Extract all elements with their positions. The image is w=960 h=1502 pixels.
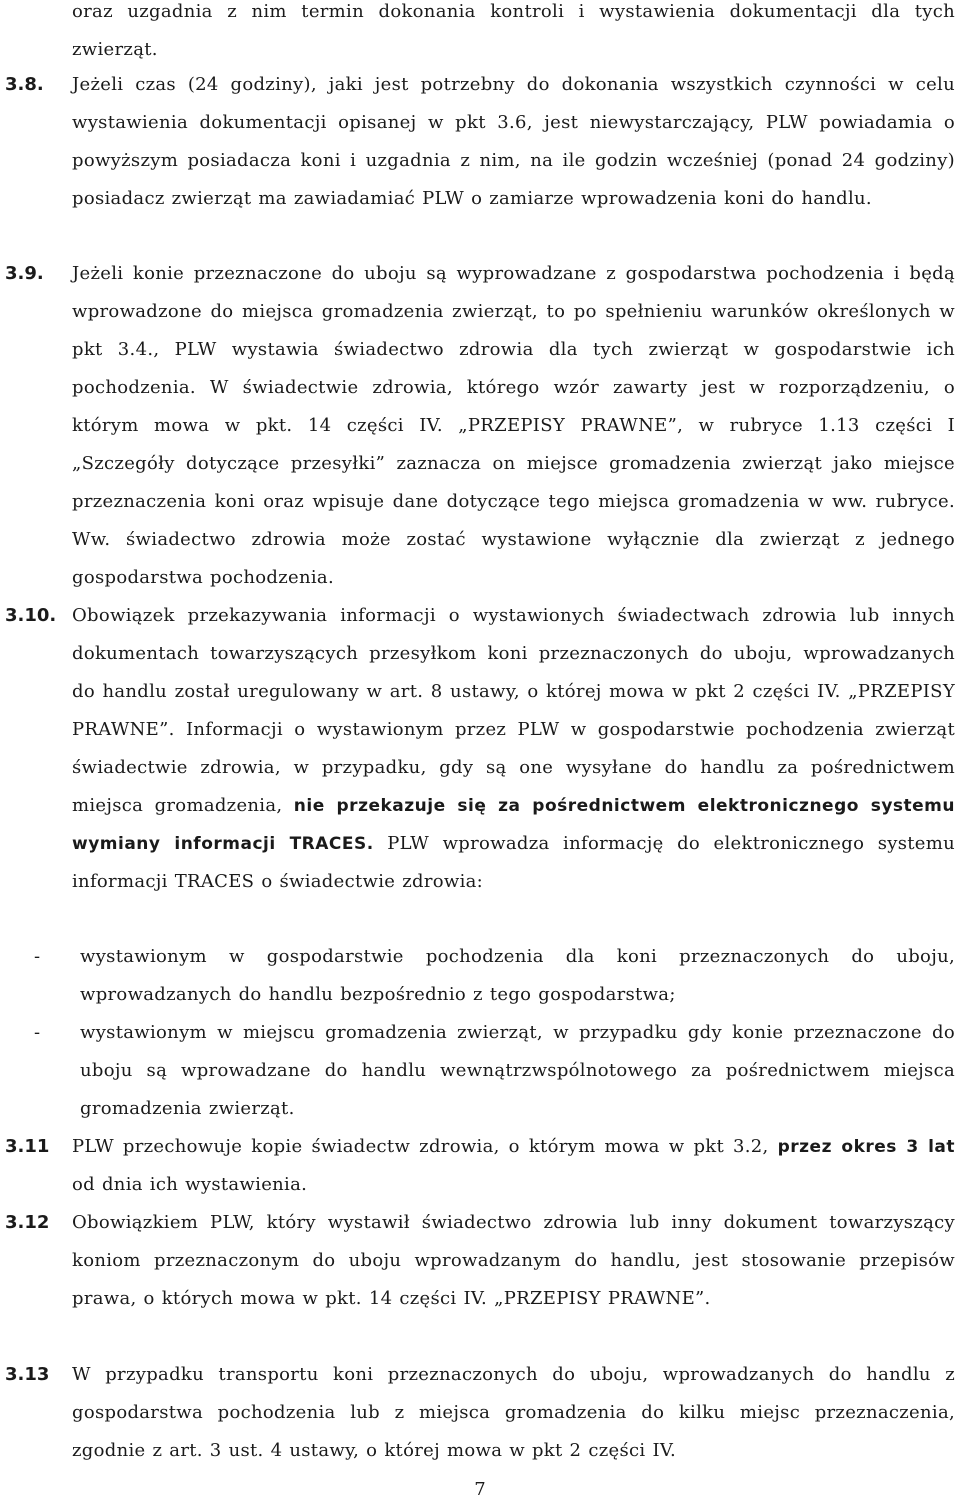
page-number: 7 — [474, 1479, 486, 1500]
section-text-part: Obowiązek przekazywania informacji o wystawionych świadectwach zdrowia lub innych dokumentach towarzyszących przesyłkom koni przeznaczonych do uboju, wprowadzanych do handlu został uregulowany w art. 8 ustawy, o której mowa w pkt 2 części IV. „PRZEPISY PRAWNE”. Informacji o wystawionym przez PLW w gospodarstwie pochodzenia zwierząt świadectwie zdrowia, w przypadku, gdy są one wysyłane do handlu za pośrednictwem miejsca gromadzenia, — [72, 605, 955, 816]
section-number: 3.13 — [5, 1364, 50, 1385]
section-number: 3.10. — [5, 605, 57, 626]
bullet-text: wystawionym w gospodarstwie pochodzenia dla koni przeznaczonych do uboju, wprowadzanych do handlu bezpośrednio z tego gospodarstwa; — [80, 946, 955, 1005]
intro-text: oraz uzgadnia z nim termin dokonania kontroli i wystawienia dokumentacji dla tych zwierząt. — [72, 1, 955, 60]
section-number: 3.12 — [5, 1212, 50, 1233]
section-text: Jeżeli czas (24 godziny), jaki jest potrzebny do dokonania wszystkich czynności w celu wystawienia dokumentacji opisanej w pkt 3.6, jest niewystarczający, PLW powiadamia o powyższym posiadacza koni i uzgadnia z nim, na ile godzin wcześniej (ponad 24 godziny) posiadacz zwierząt ma zawiadamiać PLW o zamiarze wprowadzenia koni do handlu. — [72, 74, 955, 209]
section-text-bold: nie przekazuje się za pośrednictwem elektronicznego systemu wymiany informacji TRACES. — [72, 796, 955, 854]
section-text: W przypadku transportu koni przeznaczonych do uboju, wprowadzanych do handlu z gospodarstwa pochodzenia lub z miejsca gromadzenia do kilku miejsc przeznaczenia, zgodnie z art. 3 ust. 4 ustawy, o której mowa w pkt 2 części IV. — [72, 1364, 955, 1461]
section-number: 3.9. — [5, 263, 44, 284]
bullet-text: wystawionym w miejscu gromadzenia zwierząt, w przypadku gdy konie przeznaczone do uboju są wprowadzane do handlu wewnątrzwspólnotowego za pośrednictwem miejsca gromadzenia zwierząt. — [80, 1022, 955, 1119]
section-text — [72, 1128, 955, 1204]
section-text-part: PLW przechowuje kopie świadectw zdrowia, o którym mowa w pkt 3.2, — [72, 1136, 778, 1157]
section-text — [72, 597, 955, 901]
bullet-dash: - — [34, 946, 41, 967]
section-text-bold: przez okres 3 lat — [777, 1137, 955, 1157]
section-number: 3.8. — [5, 74, 44, 95]
section-text-part: od dnia ich wystawienia. — [72, 1174, 308, 1195]
section-number: 3.11 — [5, 1136, 50, 1157]
section-text: Jeżeli konie przeznaczone do uboju są wyprowadzane z gospodarstwa pochodzenia i będą wprowadzone do miejsca gromadzenia zwierząt, to po spełnieniu warunków określonych w pkt 3.4., PLW wystawia świadectwo zdrowia dla tych zwierząt w gospodarstwie ich pochodzenia. W świadectwie zdrowia, którego wzór zawarty jest w rozporządzeniu, o którym mowa w pkt. 14 części IV. „PRZEPISY PRAWNE”, w rubryce 1.13 części I „Szczegóły dotyczące przesyłki” zaznacza on miejsce gromadzenia zwierząt jako miejsce przeznaczenia koni oraz wpisuje dane dotyczące tego miejsca gromadzenia w ww. rubryce. Ww. świadectwo zdrowia może zostać wystawione wyłącznie dla zwierząt z jednego gospodarstwa pochodzenia. — [72, 263, 955, 588]
bullet-dash: - — [34, 1022, 41, 1043]
section-text: Obowiązkiem PLW, który wystawił świadectwo zdrowia lub inny dokument towarzyszący koniom przeznaczonym do uboju wprowadzanym do handlu, jest stosowanie przepisów prawa, o których mowa w pkt. 14 części IV. „PRZEPISY PRAWNE”. — [72, 1212, 955, 1309]
section-text-part: PLW wprowadza informację do elektronicznego systemu informacji TRACES o świadectwie zdrowia: — [72, 833, 955, 892]
